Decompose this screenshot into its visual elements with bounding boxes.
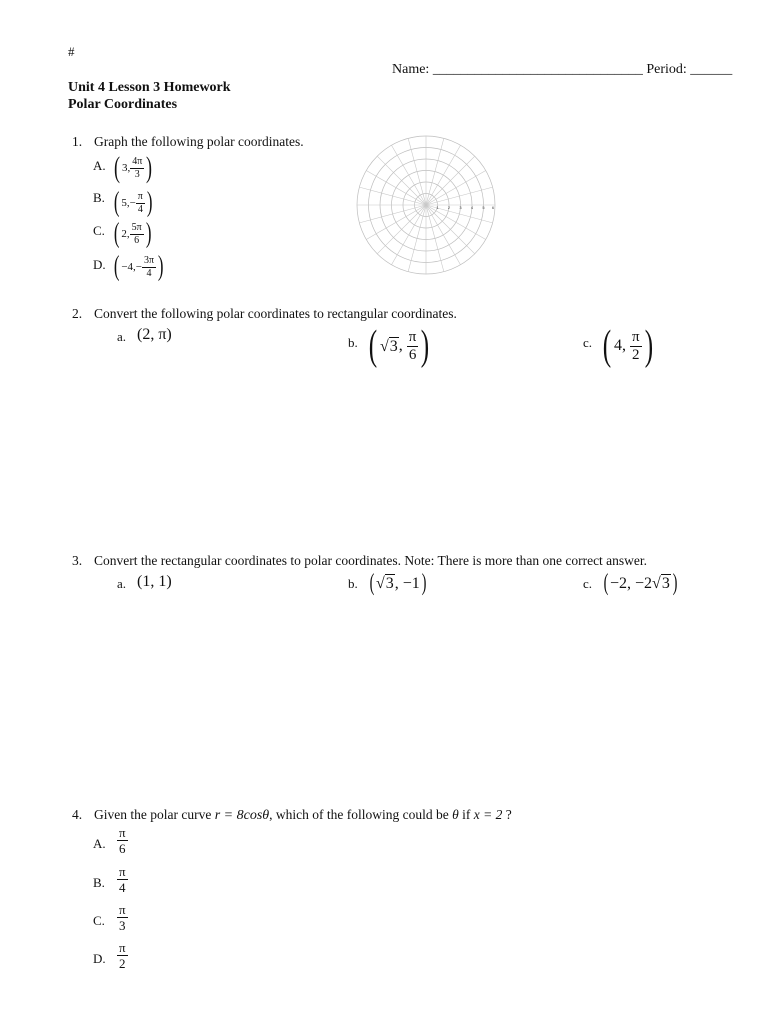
polar-grid-lines bbox=[357, 136, 495, 274]
q4-question-mark: ? bbox=[505, 807, 512, 822]
q1-option-c-value: ( 2, $\frac{5\pi}{6}$ ) bbox=[113, 218, 152, 249]
q3-b-value: ( √ 3 , −1 ) bbox=[369, 570, 427, 596]
q3-b-label: b. bbox=[348, 576, 358, 591]
q2-b-label: b. bbox=[348, 335, 358, 350]
polar-tick-6: 6 bbox=[491, 205, 495, 210]
q2-text: Convert the following polar coordinates to rectangular coordinates. bbox=[94, 306, 457, 321]
q4-text bbox=[94, 807, 512, 824]
q4-theta: θ bbox=[452, 807, 459, 822]
q4-option-d-value: $\frac{\pi}{2}$ bbox=[119, 940, 126, 971]
q4-option-c-value: $\frac{\pi}{3}$ bbox=[119, 902, 126, 933]
q4-option-a-value: $\frac{\pi}{6}$ bbox=[119, 825, 126, 856]
q1-option-d-value: ( −4, − $\frac{3\pi}{4}$ ) bbox=[113, 251, 164, 282]
polar-spoke bbox=[426, 205, 461, 265]
polar-tick-4: 4 bbox=[470, 205, 474, 210]
q3-number: 3. bbox=[72, 553, 83, 568]
q1-option-c-label: C. bbox=[93, 223, 105, 238]
q4-number: 4. bbox=[72, 807, 83, 822]
q2-a-value: (2, π) bbox=[137, 326, 172, 343]
q2-b-value: ( √ 3 , $\frac{\pi}{6}$ ) bbox=[368, 323, 430, 369]
polar-spoke bbox=[392, 145, 427, 205]
q1-option-d-label: D. bbox=[93, 257, 106, 272]
polar-spoke bbox=[426, 205, 475, 254]
polar-spoke bbox=[366, 205, 426, 240]
q4-option-c-label: C. bbox=[93, 913, 105, 928]
polar-tick-5: 5 bbox=[482, 205, 485, 210]
q1-text: Graph the following polar coordinates. bbox=[94, 134, 304, 149]
q3-a-value: (1, 1) bbox=[137, 573, 172, 590]
q1-option-a-label: A. bbox=[93, 158, 106, 173]
q1-option-b-label: B. bbox=[93, 190, 105, 205]
q2-c-value: ( 4, $\frac{\pi}{2}$ ) bbox=[602, 323, 653, 369]
q3-text: Convert the rectangular coordinates to polar coordinates. Note: There is more than one correct answer. bbox=[94, 553, 648, 568]
q1-option-b-value: ( 5, − $\frac{\pi}{4}$ ) bbox=[113, 187, 153, 218]
polar-tick-3: 3 bbox=[459, 205, 462, 210]
q4-option-a-label: A. bbox=[93, 836, 106, 851]
name-period-line: Name: ______________________________ Period: ______ bbox=[392, 62, 733, 77]
polar-tick-2: 2 bbox=[447, 205, 451, 210]
polar-spoke bbox=[426, 145, 461, 205]
polar-tick-1: 1 bbox=[436, 205, 439, 210]
polar-spoke bbox=[377, 205, 426, 254]
q2-a-label: a. bbox=[117, 329, 127, 344]
polar-spoke bbox=[377, 156, 426, 205]
polar-spoke bbox=[392, 205, 427, 265]
q3-c-value: ( −2, −2 √ 3 ) bbox=[603, 570, 678, 596]
q4-condition: x = 2 bbox=[473, 807, 503, 822]
q4-option-b-label: B. bbox=[93, 875, 105, 890]
title-line-1: Unit 4 Lesson 3 Homework bbox=[68, 80, 231, 95]
polar-spoke bbox=[426, 171, 486, 206]
q4-text-if: if bbox=[462, 807, 471, 822]
polar-grid bbox=[356, 135, 496, 275]
polar-tick-labels bbox=[436, 205, 495, 210]
q4-text-mid: , which of the following could be bbox=[269, 807, 449, 822]
q4-text-pre: Given the polar curve bbox=[94, 807, 212, 822]
page-hash: # bbox=[68, 44, 75, 59]
polar-spoke bbox=[426, 156, 475, 205]
title-line-2: Polar Coordinates bbox=[68, 97, 178, 112]
q4-option-b-value: $\frac{\pi}{4}$ bbox=[119, 864, 126, 895]
q2-c-label: c. bbox=[583, 335, 593, 350]
page-title bbox=[68, 79, 231, 113]
q4-equation: r = 8cosθ bbox=[214, 808, 270, 823]
q4-option-d-label: D. bbox=[93, 951, 106, 966]
polar-spoke bbox=[426, 205, 486, 240]
q3-c-label: c. bbox=[583, 576, 593, 591]
q3-a-label: a. bbox=[117, 576, 127, 591]
polar-spoke bbox=[366, 171, 426, 206]
q2-number: 2. bbox=[72, 306, 83, 321]
q1-option-a-value: ( 3, $\frac{4\pi}{3}$ ) bbox=[114, 151, 153, 184]
q1-number: 1. bbox=[72, 134, 83, 149]
